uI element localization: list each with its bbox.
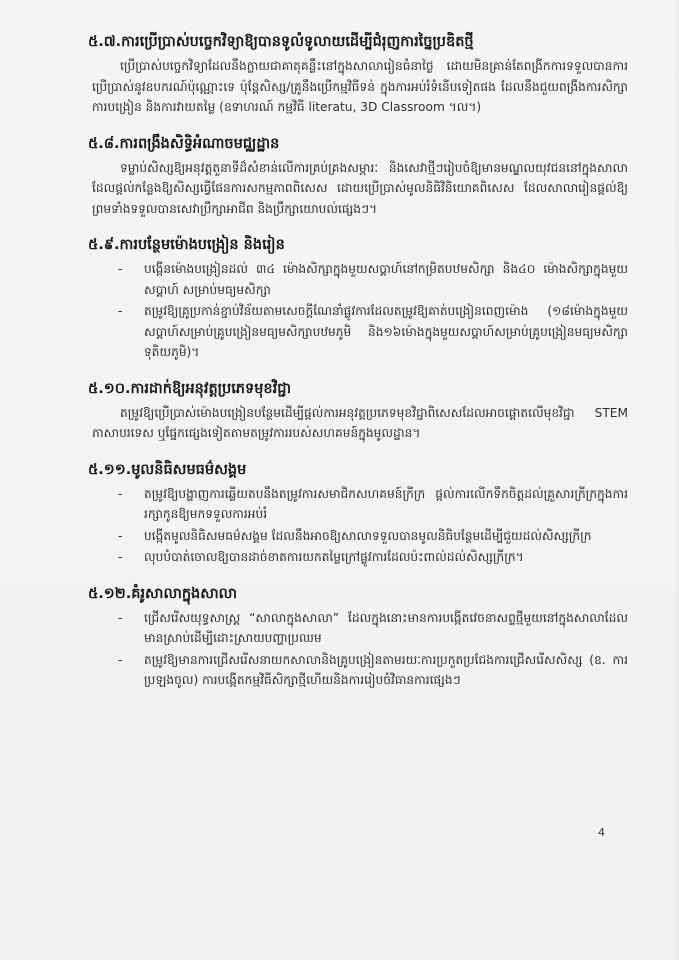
bullet-list — [88, 608, 628, 691]
list-item-text: បង្កើតមូលនិធិសមធម៌សង្គម ដែលនឹងអាចឱ្យសាលាទទួលបានមូលនិធិបន្ថែមដើម្បីជួយដល់សិស្សក្រីក្រ — [144, 528, 592, 543]
section-title: ៥.៩.ការបន្ថែមម៉ោងបង្រៀន និងរៀន — [88, 237, 285, 253]
list-item — [88, 526, 628, 547]
dash-bullet-icon: - — [118, 304, 123, 318]
list-item-text: តម្រូវឱ្យបង្ហាញការឆ្លើយតបនឹងតម្រូវការសមាជិកសហគមន៍ក្រីក្រ ផ្តល់ការលើកទឹកចិត្តដល់គ្រួសារក្រីក្រក្នុងការរក្សាកូនឱ្យមកទទួលការអប់រំ — [144, 486, 628, 521]
list-item-text: បង្កើនម៉ោងបង្រៀនដល់ ៣៤ ម៉ោងសិក្សាក្នុងមួយសប្តាហ៍នៅកម្រិតបឋមសិក្សា និង៤០ ម៉ោងសិក្សាក្នុងមួយសប្តាហ៍ សម្រាប់មធ្យមសិក្សា — [144, 262, 628, 297]
page-number: 4 — [598, 826, 605, 839]
dash-bullet-icon: - — [118, 486, 123, 501]
section-5-12 — [88, 582, 628, 691]
dash-bullet-icon: - — [118, 550, 123, 564]
bullet-list — [88, 259, 628, 363]
list-item-text: តម្រូវឱ្យគ្រូប្រកាន់ខ្ជាប់វិន័យតាមសេចក្តីណែនាំផ្លូវការដែលតម្រូវឱ្យគាត់បង្រៀនពេញម៉ោង (១៨ម៉ោងក្នុងមួយសប្តាហ៍សម្រាប់គ្រូបង្រៀនមធ្យមសិក្សាបឋមភូមិ និង១៦ម៉ោងក្នុងមួយសប្តាហ៍សម្រាប់គ្រូបង្រៀនមធ្យមសិក្សាទុតិយភូមិ)។ — [144, 304, 628, 359]
dash-bullet-icon: - — [118, 652, 123, 667]
scan-edge-shadow — [673, 0, 679, 960]
section-5-9 — [88, 233, 628, 363]
section-5-11 — [88, 458, 628, 568]
section-5-10 — [88, 377, 628, 444]
dash-bullet-icon: - — [118, 610, 123, 625]
section-paragraph: ទម្លាប់សិស្សឱ្យអនុវត្តតួនាទីដ៏សំខាន់លើការគ្រប់គ្រងសម្ភារៈ និងសេវាថ្មីៗរៀបចំឱ្យមានមណ្ឌលយុវជននៅក្នុងសាលា ដែលផ្តល់កន្លែងឱ្យសិស្សធ្វើផែនការសកម្មភាពពិសេស ដោយប្រើប្រាស់មូលនិធិវិនិយោគពិសេស ដែលសាលារៀនផ្តល់ឱ្យ ព្រមទាំងទទួលបានសេវាប្រឹក្សាអាជីព និងប្រឹក្សាយោបល់ផ្សេងៗ។ — [92, 160, 628, 216]
list-item — [88, 301, 628, 363]
list-item-text: តម្រូវឱ្យមានការជ្រើសរើសនាយកសាលានិងគ្រូបង្រៀនតាមរយៈការប្រកួតប្រជែងការជ្រើសរើសសិស្ស (ឧ. ការប្រឡងចូល) ការបង្កើតកម្មវិធីសិក្សាថ្មីហើយនិងការរៀបចំវិធានការផ្សេងៗ — [144, 652, 628, 687]
section-paragraph: ប្រើប្រាស់បច្ចេកវិទ្យាដែលនឹងក្លាយជាគាតុគន្លឹះនៅក្នុងសាលារៀនធំនាថ្ងៃ ដោយមិនគ្រាន់តែពង្រីកការទទួលបានការប្រើប្រាស់នូវឧបករណ៍ប៉ុណ្ណោះទេ ប៉ុន្តែសិស្ស/គ្រូនឹងប្រើកម្មវិធីទន់ ក្នុងការអប់រំទំនើបទៀតផង ដែលនឹងជួយពង្រឹងការសិក្សា ការបង្រៀន និងការវាយតម្លៃ (ឧទាហរណ៍ កម្មវិធី literatu, 3D Classroom ។ល។) — [92, 59, 628, 114]
dash-bullet-icon: - — [118, 262, 123, 276]
section-title: ៥.១២.គំរូសាលាក្នុងសាលា — [88, 585, 238, 602]
bullet-list — [88, 484, 628, 568]
section-5-8 — [88, 132, 628, 220]
document-content — [88, 30, 628, 705]
section-title: ៥.១១.មូលនិធិសមធម៌សង្គម — [88, 461, 247, 478]
list-item-text: ជ្រើសរើសយុទ្ធសាស្ត្រ “សាលាក្នុងសាលា” ដែលក្នុងនោះមានការបង្កើតវេចនាសព្ទថ្មីមួយនៅក្នុងសាលាដែលមានស្រាប់ដើម្បីដោះស្រាយបញ្ហាប្រឈម — [144, 610, 628, 645]
list-item — [88, 259, 628, 300]
section-title: ៥.៨.ការពង្រឹងសិទ្ធិអំណាចមជ្ឈដ្ឋាន — [88, 135, 280, 152]
list-item — [88, 650, 628, 691]
list-item — [88, 547, 628, 568]
section-title: ៥.១០.ការដាក់ឱ្យអនុវត្តប្រភេទមុខវិជ្ជា — [88, 380, 292, 397]
section-title: ៥.៧.ការប្រើប្រាស់បច្ចេកវិទ្យាឱ្យបានទូលំទូលាយដើម្បីជំរុញការច្នៃប្រឌិតថ្មី — [88, 34, 474, 50]
dash-bullet-icon: - — [118, 528, 123, 543]
list-item-text: លុបបំបាត់ចោលឱ្យបានដាច់ខាតការយកតម្លៃក្រៅផ្លូវការដែលប៉ះពាល់ដល់សិស្សក្រីក្រ។ — [144, 550, 524, 564]
section-paragraph: តម្រូវឱ្យប្រើប្រាស់ម៉ោងបង្រៀនបន្ថែមដើម្បីផ្តល់ការអនុវត្តប្រភេទមុខវិជ្ជាពិសេសដែលអាចផ្តោតលើមុខវិជ្ជា STEM ភាសាបរទេស ឬផ្នែកផ្សេងទៀតតាមតម្រូវការរបស់សហគមន៍ក្នុងមូលដ្ឋាន។ — [92, 405, 628, 440]
list-item — [88, 608, 628, 649]
section-5-7 — [88, 30, 628, 118]
list-item — [88, 484, 628, 525]
